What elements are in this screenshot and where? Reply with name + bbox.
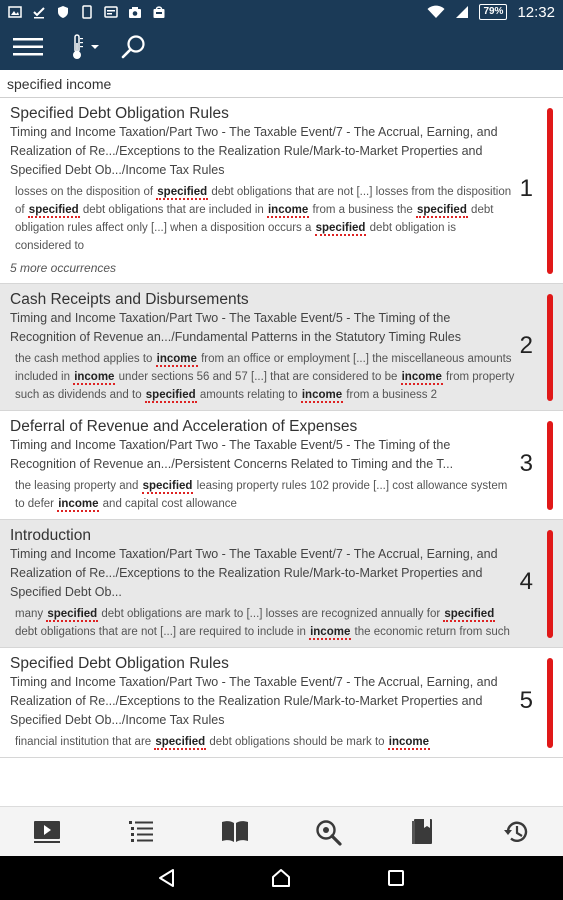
phone-notification-icon [80, 5, 94, 19]
photo-notification-icon [8, 5, 22, 19]
book-button[interactable] [211, 810, 259, 854]
result-rank-number: 4 [519, 568, 533, 595]
result-title: Specified Debt Obligation Rules [10, 655, 229, 672]
search-term-highlight: specified [157, 186, 208, 198]
search-term-highlight: income [388, 736, 430, 748]
zoom-search-icon [314, 818, 342, 846]
table-of-contents-button[interactable] [117, 810, 165, 854]
more-occurrences-link[interactable]: 5 more occurrences [10, 261, 117, 275]
snippet-text: and capital cost allowance [99, 498, 237, 510]
search-term-highlight: income [58, 498, 99, 510]
video-button[interactable] [23, 810, 71, 854]
result-snippet [10, 602, 515, 641]
status-bar [0, 0, 563, 24]
bookmarks-button[interactable] [398, 810, 446, 854]
hamburger-menu-icon [13, 37, 43, 57]
search-button[interactable] [114, 24, 154, 70]
snippet-text: from property such as dividends and to [15, 371, 515, 401]
chevron-down-icon [90, 43, 100, 51]
search-result[interactable] [0, 284, 563, 411]
snippet-text: leasing property rules 102 provide [...] cost allowance system to defer [15, 480, 508, 510]
home-button[interactable] [261, 858, 301, 898]
snippet-text: from a business the [309, 204, 416, 216]
relevance-bar [547, 530, 553, 638]
result-title: Cash Receipts and Disbursements [10, 291, 249, 308]
download-done-icon [32, 5, 46, 19]
open-book-icon [220, 819, 250, 845]
search-input[interactable] [7, 76, 556, 92]
search-term-highlight: income [156, 353, 197, 365]
search-result[interactable] [0, 98, 563, 284]
result-title: Deferral of Revenue and Acceleration of Expenses [10, 418, 358, 435]
result-rank-number: 2 [519, 331, 533, 359]
relevance-bar [547, 421, 553, 510]
result-snippet [10, 180, 515, 255]
relevance-bar [547, 294, 553, 401]
search-bar [0, 70, 563, 98]
history-icon [502, 818, 530, 846]
snippet-text: losses on the disposition of [15, 186, 157, 198]
search-term-highlight: income [310, 626, 351, 638]
result-title: Specified Debt Obligation Rules [10, 105, 229, 122]
search-term-highlight: specified [444, 608, 495, 620]
relevance-bar [547, 658, 553, 748]
thermometer-icon [70, 34, 84, 60]
snippet-text: debt obligation rules affect only [...] when a disposition occurs a [15, 204, 494, 234]
recents-button[interactable] [376, 858, 416, 898]
snippet-text: the economic return from such [351, 626, 510, 638]
snippet-text: under sections 56 and 57 [...] that are considered to be [115, 371, 401, 383]
result-title: Introduction [10, 527, 91, 544]
history-button[interactable] [492, 810, 540, 854]
battery-indicator: 79% [479, 4, 507, 20]
snippet-text: debt obligation is considered to [15, 222, 456, 252]
snippet-text: debt obligations that are not [...] are required to include in [15, 626, 310, 638]
snippet-text: the cash method applies to [15, 353, 156, 365]
video-play-icon [33, 819, 61, 845]
bookmark-book-icon [410, 818, 434, 846]
search-term-highlight: income [267, 204, 309, 216]
clock: 12:32 [517, 3, 555, 21]
snippet-text: debt obligations that are included in [79, 204, 267, 216]
shield-notification-icon [56, 5, 70, 19]
result-breadcrumb: Timing and Income Taxation/Part Two - The Taxable Event/7 - The Accrual, Earning, and Realization of Re.../Exceptions to the Realization Rule/Mark-to-Market Properties and Specified Debt Ob... [10, 547, 498, 599]
result-rank-number: 1 [519, 175, 533, 202]
result-breadcrumb: Timing and Income Taxation/Part Two - The Taxable Event/5 - The Timing of the Recognition of Revenue an.../Persistent Concerns Related to Timing and the T... [10, 438, 454, 471]
result-rank-number: 5 [519, 687, 533, 714]
search-icon [121, 34, 147, 60]
search-in-content-button[interactable] [304, 810, 352, 854]
search-term-highlight: specified [28, 204, 79, 216]
search-term-highlight: specified [315, 222, 366, 234]
search-term-highlight: income [401, 371, 442, 383]
app-bar [0, 24, 563, 70]
snippet-text: debt obligations that are not [...] losses from the disposition of [15, 186, 512, 216]
bag-notification-icon [152, 5, 166, 19]
search-term-highlight: specified [142, 480, 193, 492]
result-snippet [10, 474, 515, 513]
bottom-toolbar [0, 806, 563, 856]
menu-button[interactable] [8, 24, 48, 70]
results-list[interactable] [0, 98, 563, 806]
relevance-bar [547, 108, 553, 274]
storage-notification-icon [104, 5, 118, 19]
recents-square-icon [387, 869, 405, 887]
back-button[interactable] [147, 858, 187, 898]
snippet-text: debt obligations are mark to [...] losses are recognized annually for [98, 608, 444, 620]
search-term-highlight: specified [145, 389, 196, 401]
signal-icon [455, 5, 469, 19]
search-result[interactable] [0, 411, 563, 520]
snippet-text: financial institution that are [15, 736, 155, 748]
snippet-text: from an office or employment [...] the miscellaneous amounts included in [15, 353, 512, 383]
snippet-text: many [15, 608, 47, 620]
search-term-highlight: specified [47, 608, 98, 620]
snippet-text: debt obligations should be mark to [206, 736, 388, 748]
snippet-text: the leasing property and [15, 480, 142, 492]
snippet-text: amounts relating to [196, 389, 301, 401]
result-snippet [10, 347, 515, 404]
list-icon [127, 819, 155, 845]
search-term-highlight: specified [155, 736, 206, 748]
search-result[interactable] [0, 520, 563, 648]
search-term-highlight: income [74, 371, 115, 383]
back-triangle-icon [157, 868, 177, 888]
search-term-highlight: income [301, 389, 343, 401]
result-breadcrumb: Timing and Income Taxation/Part Two - The Taxable Event/7 - The Accrual, Earning, and Realization of Re.../Exceptions to the Realization Rule/Mark-to-Market Properties and Specified Debt Ob.../Income Tax Rules [10, 125, 498, 177]
result-rank-number: 3 [519, 449, 533, 477]
camera-notification-icon [128, 5, 142, 19]
thermometer-dropdown-button[interactable] [62, 24, 108, 70]
result-breadcrumb: Timing and Income Taxation/Part Two - The Taxable Event/7 - The Accrual, Earning, and Realization of Re.../Exceptions to the Realization Rule/Mark-to-Market Properties and Specified Debt Ob.../Income Tax Rules [10, 675, 498, 727]
wifi-icon [427, 5, 445, 19]
search-term-highlight: specified [417, 204, 467, 216]
result-snippet [10, 730, 515, 751]
snippet-text: from a business 2 [343, 389, 438, 401]
result-breadcrumb: Timing and Income Taxation/Part Two - The Taxable Event/5 - The Timing of the Recognition of Revenue an.../Fundamental Patterns in the Statutory Timing Rules [10, 311, 461, 344]
home-icon [270, 867, 292, 889]
search-result[interactable] [0, 648, 563, 758]
system-nav-bar [0, 856, 563, 900]
